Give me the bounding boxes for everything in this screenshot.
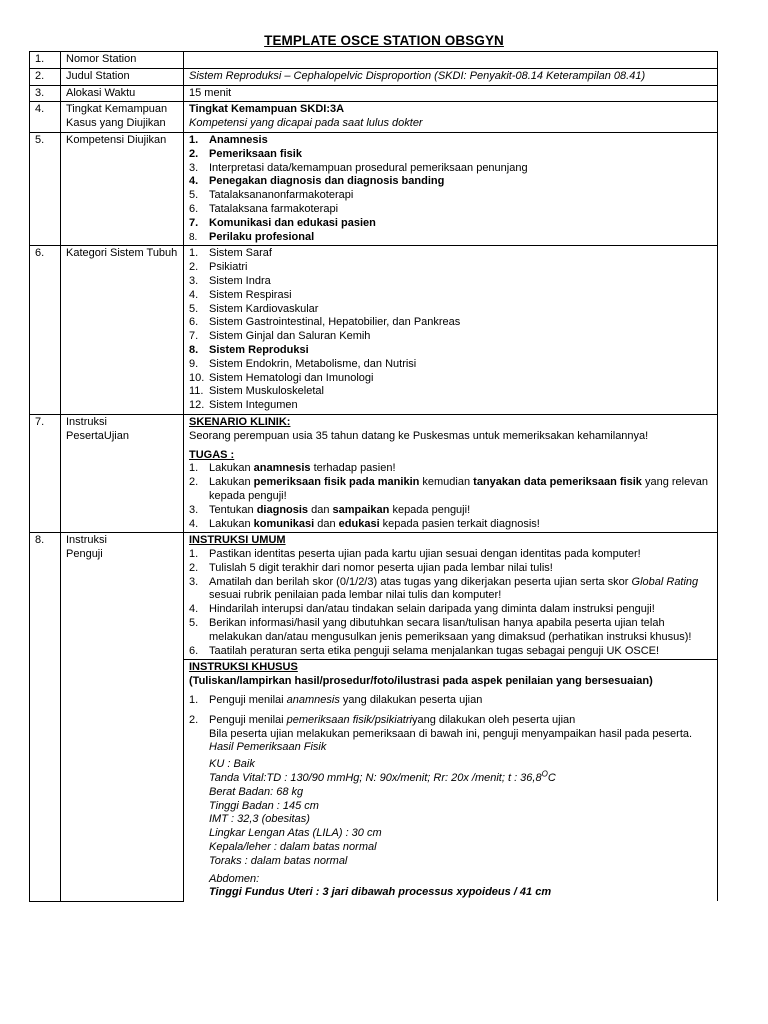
list-item: [189, 548, 713, 562]
exam-result-unit: C: [547, 772, 556, 785]
list-item: [189, 175, 713, 189]
item-number: 3.: [189, 161, 199, 174]
item-text: Tulislah 5 digit terakhir dari nomor peserta ujian pada lembar nilai tulis!: [209, 561, 553, 574]
row-number: 8.: [30, 533, 61, 901]
item-text: kemudian: [419, 476, 474, 489]
exam-result: Tinggi Badan : 145 cm: [209, 799, 319, 812]
list-item: [189, 316, 713, 330]
list-item: [189, 247, 713, 261]
row-number: 2.: [30, 68, 61, 85]
row-value: [184, 102, 718, 133]
item-text: Pastikan identitas peserta ujian pada kartu ujian sesuai dengan identitas pada komputer!: [209, 548, 641, 561]
item-text: yang dilakukan peserta ujian: [339, 694, 483, 707]
item-number: 4.: [189, 517, 199, 530]
item-text: dan: [308, 503, 333, 516]
row-number: 1.: [30, 52, 61, 69]
item-text: Anamnesis: [209, 133, 268, 146]
skenario-heading: SKENARIO KLINIK:: [189, 415, 291, 428]
list-item: [189, 562, 713, 576]
item-number: 3.: [189, 274, 199, 287]
instruksi-khusus-subheading: (Tuliskan/lampirkan hasil/prosedur/foto/ilustrasi pada aspek penilaian yang bersesuaian): [189, 675, 653, 688]
row-number: 5.: [30, 132, 61, 245]
item-number: 9.: [189, 357, 199, 370]
row-label: Alokasi Waktu: [61, 85, 184, 102]
item-text: Penegakan diagnosis dan diagnosis banding: [209, 175, 445, 188]
row-label-line: Instruksi: [66, 415, 107, 428]
item-number: 4.: [189, 175, 199, 188]
item-number: 1.: [189, 548, 199, 561]
item-text: Sistem Endokrin, Metabolisme, dan Nutrisi: [209, 357, 417, 370]
list-item: [189, 518, 713, 532]
row-label: Judul Station: [61, 68, 184, 85]
table-row: [30, 68, 718, 85]
item-text: Komunikasi dan edukasi pasien: [209, 216, 376, 229]
item-text: Sistem Saraf: [209, 247, 272, 260]
item-text: Amatilah dan berilah skor (0/1/2/3) atas tugas yang dikerjakan peserta ujian serta skor: [209, 575, 632, 588]
item-text: Bila peserta ujian melakukan pemeriksaan di bawah ini, penguji menyampaikan hasil pada peserta.: [209, 727, 693, 740]
row-value: [184, 660, 718, 901]
item-text: Sistem Integumen: [209, 399, 298, 412]
item-number: 2.: [189, 713, 199, 726]
hasil-heading: Hasil Pemeriksaan Fisik: [209, 741, 327, 754]
list-item: [189, 399, 713, 413]
item-number: 6.: [189, 316, 199, 329]
item-number: 8.: [189, 231, 198, 243]
row-label: Nomor Station: [61, 52, 184, 69]
item-text: Sistem Kardiovaskular: [209, 302, 319, 315]
item-text: Penguji menilai: [209, 694, 287, 707]
row-label: Kompetensi Diujikan: [61, 132, 184, 245]
row-value: Sistem Reproduksi – Cephalopelvic Disproportion (SKDI: Penyakit-08.14 Keterampilan 08.41): [184, 68, 718, 85]
item-number: 4.: [189, 288, 199, 301]
item-number: 1.: [189, 694, 199, 707]
row-number: 3.: [30, 85, 61, 102]
item-number: 3.: [189, 575, 199, 588]
exam-result-text: Tanda Vital:TD : 130/90 mmHg; N: 90x/menit; Rr: 20x /menit; t : 36,8: [209, 772, 542, 785]
item-text: kepada pasien terkait diagnosis!: [379, 517, 540, 530]
row-label-line: Penguji: [66, 548, 103, 561]
table-row: [30, 132, 718, 245]
list-item: [189, 289, 713, 303]
item-number: 7.: [189, 330, 199, 343]
degree-mark: O: [541, 769, 548, 779]
list-item: [189, 576, 713, 604]
item-text: Interpretasi data/kemampuan prosedural pemeriksaan penunjang: [209, 161, 528, 174]
item-text: Psikiatri: [209, 261, 248, 274]
skdi-level: Tingkat Kemampuan SKDI:3A: [189, 103, 345, 116]
row-number: 7.: [30, 414, 61, 532]
row-label-line: PesertaUjian: [66, 429, 129, 442]
item-number: 3.: [189, 503, 199, 516]
row-label-line: Tingkat Kemampuan: [66, 103, 168, 116]
item-text: Tentukan: [209, 503, 257, 516]
item-text: dan: [314, 517, 339, 530]
list-item: [189, 344, 713, 358]
item-emphasis: edukasi: [338, 517, 380, 530]
item-number: 6.: [189, 644, 199, 657]
table-row: [30, 414, 718, 532]
item-number: 2.: [189, 561, 199, 574]
exam-result: KU : Baik: [209, 758, 255, 771]
item-text: Lakukan: [209, 462, 254, 475]
list-item: [189, 303, 713, 317]
item-text: Tatalaksananonfarmakoterapi: [209, 189, 354, 202]
list-item: [189, 617, 713, 645]
item-number: 1.: [189, 133, 199, 146]
list-item: [189, 330, 713, 344]
item-emphasis: komunikasi: [253, 517, 315, 530]
tugas-heading: TUGAS :: [189, 448, 235, 461]
special-instruction-list: [189, 694, 713, 900]
item-text: Taatilah peraturan serta etika penguji selama menjalankan tugas sebagai penguji UK OSCE!: [209, 644, 660, 657]
item-text: yang dilakukan oleh peserta ujian: [411, 713, 576, 726]
item-number: 7.: [189, 216, 199, 229]
row-label: [61, 102, 184, 133]
competency-list: [189, 134, 713, 244]
item-number: 6.: [189, 202, 199, 215]
item-number: 5.: [189, 302, 199, 315]
item-number: 5.: [189, 617, 199, 630]
skenario-text: Seorang perempuan usia 35 tahun datang ke Puskesmas untuk memeriksakan kehamilannya!: [189, 429, 649, 442]
osce-template-table: [29, 51, 718, 902]
item-number: 11.: [189, 385, 204, 398]
list-item: [189, 162, 713, 176]
skdi-description: Kompetensi yang dicapai pada saat lulus dokter: [189, 117, 423, 130]
row-value: [184, 533, 718, 660]
item-text: Perilaku profesional: [209, 230, 315, 243]
list-item: [189, 504, 713, 518]
row-label-line: Instruksi: [66, 534, 107, 547]
table-row: [30, 102, 718, 133]
item-text: Sistem Respirasi: [209, 288, 292, 301]
table-row: [30, 246, 718, 415]
list-item: [189, 148, 713, 162]
row-value: [184, 414, 718, 532]
row-value: [184, 132, 718, 245]
item-number: 4.: [189, 603, 199, 616]
item-emphasis: Global Rating: [631, 575, 699, 588]
exam-result: [209, 769, 713, 786]
item-text: Sistem Hematologi dan Imunologi: [209, 371, 374, 384]
list-item: [189, 603, 713, 617]
item-emphasis: diagnosis: [256, 503, 309, 516]
item-text: Berikan informasi/hasil yang dibutuhkan secara lisan/tulisan hanya apabila peserta ujian telah melakukan dan/atau mengusulkan jenis pemeriksaan yang dimaksud (perhatikan instruksi khusus)!: [209, 617, 692, 643]
item-emphasis: anamnesis: [253, 462, 311, 475]
item-text: kepada penguji!: [389, 503, 471, 516]
exam-result: Lingkar Lengan Atas (LILA) : 30 cm: [209, 827, 382, 840]
item-emphasis: tanyakan data pemeriksaan fisik: [473, 476, 642, 489]
general-instruction-list: [189, 548, 713, 658]
exam-result: Abdomen:: [209, 872, 260, 885]
item-number: 8.: [189, 343, 199, 356]
item-emphasis: pemeriksaan fisik/psikiatri: [286, 713, 412, 726]
list-item: [189, 372, 713, 386]
item-text: Sistem Ginjal dan Saluran Kemih: [209, 330, 371, 343]
list-item: [189, 358, 713, 372]
list-item: [189, 231, 713, 245]
item-emphasis: pemeriksaan fisik pada manikin: [253, 476, 420, 489]
body-system-list: [189, 247, 713, 413]
item-text: Penguji menilai: [209, 713, 287, 726]
item-number: 1.: [189, 462, 199, 475]
item-emphasis: anamnesis: [286, 694, 340, 707]
list-item: [189, 203, 713, 217]
item-text: Sistem Gastrointestinal, Hepatobilier, dan Pankreas: [209, 316, 461, 329]
item-text: Tatalaksana farmakoterapi: [209, 202, 339, 215]
item-emphasis: sampaikan: [332, 503, 390, 516]
item-text: Lakukan: [209, 517, 254, 530]
row-label-line: Kasus yang Diujikan: [66, 117, 166, 130]
row-number: 6.: [30, 246, 61, 415]
list-item: [189, 645, 713, 659]
item-text: Hindarilah interupsi dan/atau tindakan selain daripada yang diminta dalam instruksi penguji!: [209, 603, 655, 616]
row-label: Kategori Sistem Tubuh: [61, 246, 184, 415]
exam-result: IMT : 32,3 (obesitas): [209, 813, 310, 826]
exam-results: [209, 758, 713, 900]
item-text: terhadap pasien!: [310, 462, 396, 475]
list-item: [189, 189, 713, 203]
list-item: [189, 714, 713, 900]
exam-result: Toraks : dalam batas normal: [209, 854, 348, 867]
item-text: yang relevan kepada penguji!: [209, 476, 708, 502]
row-label: [61, 533, 184, 901]
list-item: [189, 261, 713, 275]
table-row: [30, 85, 718, 102]
list-item: [189, 476, 713, 504]
table-row: [30, 533, 718, 660]
row-label: [61, 414, 184, 532]
instruksi-khusus-heading: INSTRUKSI KHUSUS: [189, 661, 298, 674]
item-number: 5.: [189, 189, 199, 202]
item-number: 10.: [189, 371, 205, 384]
row-number: 4.: [30, 102, 61, 133]
list-item: [189, 385, 713, 399]
item-text: Sistem Muskuloskeletal: [209, 385, 324, 398]
page-title: TEMPLATE OSCE STATION OBSGYN: [264, 33, 504, 48]
task-list: [189, 462, 713, 531]
list-item: [189, 134, 713, 148]
item-text: Pemeriksaan fisik: [209, 147, 302, 160]
item-number: 12.: [189, 399, 205, 412]
exam-result: Kepala/leher : dalam batas normal: [209, 841, 377, 854]
row-value: 15 menit: [184, 85, 718, 102]
item-number: 1.: [189, 247, 199, 260]
item-text: sesuai rubrik penilaian pada lembar nilai tulis dan komputer!: [209, 589, 502, 602]
list-item: [189, 275, 713, 289]
list-item: [189, 462, 713, 476]
table-row: [30, 52, 718, 69]
item-number: 2.: [189, 147, 199, 160]
item-text: Sistem Reproduksi: [209, 343, 309, 356]
item-text: Lakukan: [209, 476, 254, 489]
item-number: 2.: [189, 476, 199, 489]
list-item: [189, 217, 713, 231]
row-value: [184, 246, 718, 415]
item-text: Sistem Indra: [209, 274, 271, 287]
item-number: 2.: [189, 261, 199, 274]
instruksi-umum-heading: INSTRUKSI UMUM: [189, 534, 286, 547]
exam-result: Berat Badan: 68 kg: [209, 785, 304, 798]
list-item: [189, 694, 713, 708]
exam-result: Tinggi Fundus Uteri : 3 jari dibawah processus xypoideus / 41 cm: [209, 886, 552, 899]
row-value: [184, 52, 718, 69]
